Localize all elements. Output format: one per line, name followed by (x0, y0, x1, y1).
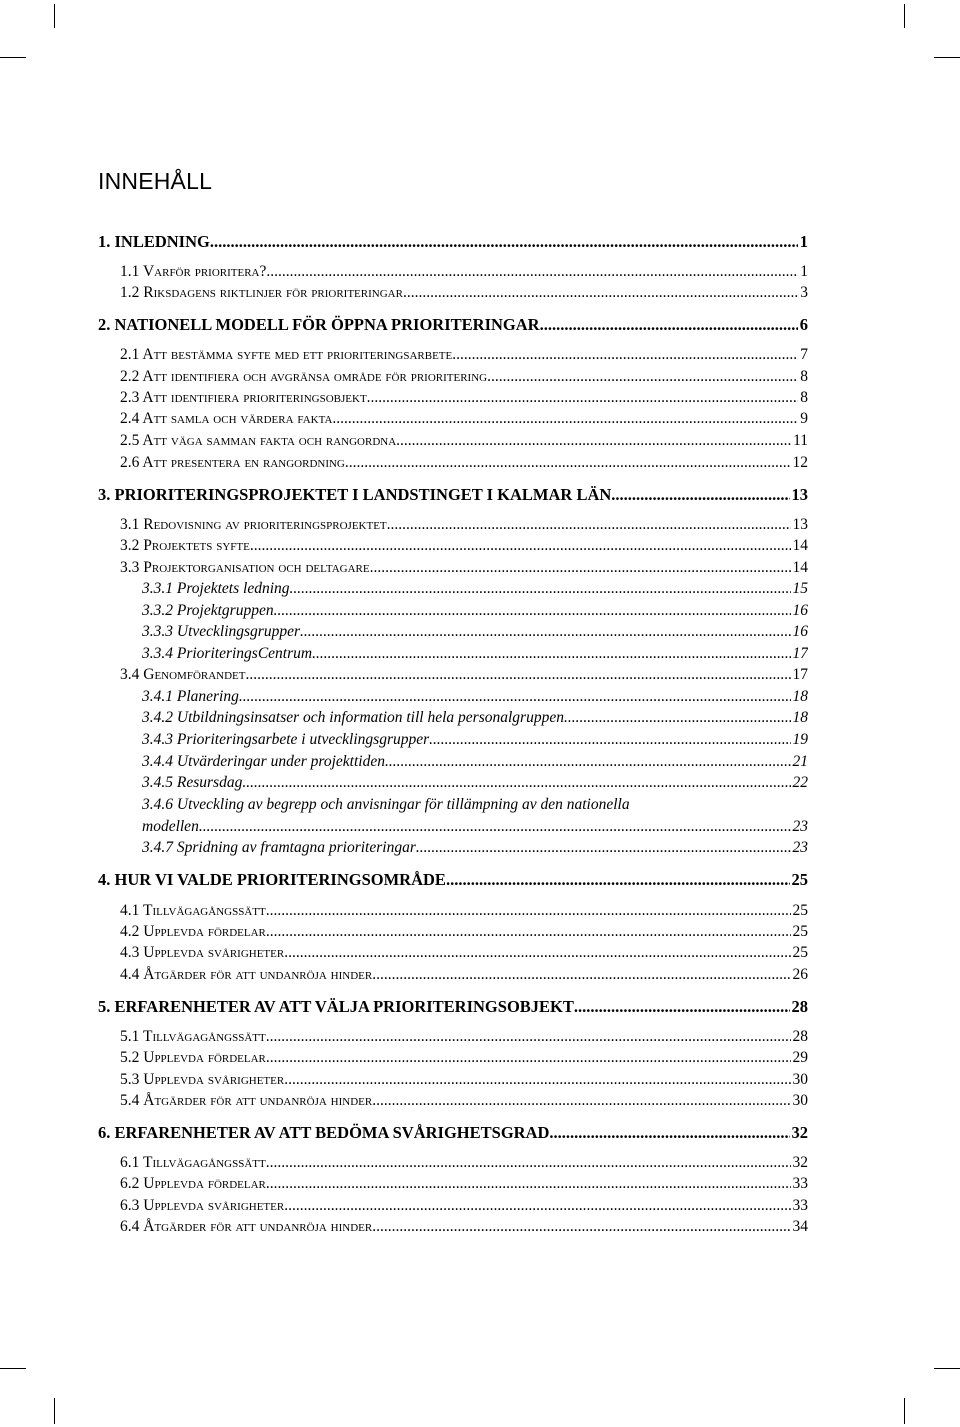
toc-entry[interactable] (120, 1213, 808, 1237)
toc-entry-title: 5. ERFARENHETER AV ATT VÄLJA PRIORITERINGSOBJEKT (98, 997, 574, 1016)
toc-dot-leader (246, 665, 791, 685)
toc-entry-title: 5.4 Åtgärder för att undanröja hinder (120, 1092, 373, 1109)
toc-entry[interactable] (120, 1087, 808, 1111)
toc-entry-title: 1.2 Riksdagens riktlinjer för prioriteringar (120, 284, 403, 301)
toc-entry-page-number: 3 (800, 284, 808, 301)
toc-entry-title: 3.3.1 Projektets ledning (142, 580, 290, 597)
toc-entry[interactable] (120, 532, 808, 556)
toc-entry-page-number: 32 (791, 1123, 808, 1142)
toc-entry-title: 3.4.5 Resursdag (142, 774, 243, 791)
toc-entry-page-number: 33 (792, 1175, 808, 1192)
toc-dot-leader (345, 453, 791, 473)
toc-entry[interactable] (142, 834, 808, 858)
toc-entry[interactable] (142, 575, 808, 599)
toc-entry-page-number: 19 (792, 731, 808, 748)
toc-entry[interactable] (120, 961, 808, 985)
crop-mark-top-right-vertical (904, 4, 905, 28)
toc-entry-page-number: 9 (800, 410, 808, 427)
toc-entry[interactable] (120, 939, 808, 963)
toc-dot-leader (540, 315, 798, 335)
toc-dot-leader (574, 997, 790, 1017)
toc-dot-leader (372, 1091, 790, 1111)
toc-entry-title: 3.4.7 Spridning av framtagna prioriteringar (142, 839, 416, 856)
toc-entry-page-number: 14 (792, 537, 808, 554)
toc-entry-title: 3.4 Genomförandet (120, 666, 246, 683)
toc-entry-title: 3.3.2 Projektgruppen (142, 602, 274, 619)
toc-entry-page-number: 16 (792, 623, 808, 640)
toc-dot-leader (396, 431, 791, 451)
toc-entry-page-number: 1 (800, 263, 808, 280)
toc-entry-title: modellen. (142, 818, 203, 835)
toc-entry-page-number: 14 (792, 559, 808, 576)
toc-entry-page-number: 13 (791, 485, 808, 504)
toc-entry-page-number: 8 (800, 368, 808, 385)
toc-entry[interactable] (98, 311, 808, 335)
toc-entry-page-number: 6 (799, 315, 808, 334)
toc-entry-title: 5.2 Upplevda fördelar (120, 1049, 266, 1066)
toc-entry[interactable] (120, 1170, 808, 1194)
toc-entry[interactable] (142, 769, 808, 793)
toc-entry-title: 4. HUR VI VALDE PRIORITERINGSOMRÅDE (98, 870, 446, 889)
toc-entry-page-number: 26 (792, 966, 808, 983)
toc-entry-page-number: 33 (792, 1197, 808, 1214)
crop-mark-top-left (0, 57, 26, 58)
crop-mark-top-right (934, 57, 960, 58)
toc-entry[interactable] (120, 449, 808, 473)
toc-dot-leader (549, 1123, 789, 1143)
crop-mark-bottom-left (0, 1368, 26, 1369)
toc-entry[interactable] (98, 866, 808, 890)
toc-entry-title: 2. NATIONELL MODELL FÖR ÖPPNA PRIORITERINGAR (98, 315, 540, 334)
toc-entry[interactable] (142, 791, 808, 815)
toc-entry-title: 4.4 Åtgärder för att undanröja hinder (120, 966, 373, 983)
toc-entry-title: 5.1 Tillvägagångssätt (120, 1028, 266, 1045)
toc-dot-leader (372, 1217, 790, 1237)
crop-mark-top-left-vertical (54, 4, 55, 28)
toc-entry-page-number: 11 (793, 432, 808, 449)
toc-entry-page-number: 25 (792, 944, 808, 961)
toc-entry-page-number: 7 (800, 346, 808, 363)
toc-entry-title: 2.1 Att bestämma syfte med ett prioriteringsarbete (120, 346, 453, 363)
page-title: INNEHÅLL (98, 168, 213, 194)
toc-dot-leader (300, 622, 791, 642)
crop-mark-bottom-right (934, 1368, 960, 1369)
toc-entry-page-number: 28 (792, 1028, 808, 1045)
toc-entry-title: 3.4.1 Planering (142, 688, 239, 705)
toc-entry-title: 1.1 Varför prioritera? (120, 263, 267, 280)
toc-entry-page-number: 23 (792, 818, 808, 835)
crop-mark-bottom-left-vertical (54, 1398, 55, 1424)
toc-entry[interactable] (98, 1119, 808, 1143)
toc-entry-title: 2.3 Att identifiera prioriteringsobjekt (120, 389, 367, 406)
toc-dot-leader (266, 1048, 791, 1068)
toc-entry-page-number: 23 (792, 839, 808, 856)
toc-dot-leader (210, 232, 798, 252)
toc-entry[interactable] (120, 341, 808, 365)
toc-entry-title: 3. PRIORITERINGSPROJEKTET I LANDSTINGET I KALMAR LÄN (98, 485, 612, 504)
toc-entry[interactable] (120, 427, 808, 451)
toc-entry-title: 4.3 Upplevda svårigheter (120, 944, 285, 961)
toc-entry-page-number: 15 (792, 580, 808, 597)
toc-dot-leader (242, 773, 790, 793)
toc-entry-page-number: 8 (800, 389, 808, 406)
toc-dot-leader (403, 283, 798, 303)
toc-dot-leader (416, 838, 791, 858)
toc-entry-title: 4.1 Tillvägagångssätt (120, 902, 266, 919)
toc-entry-title: 3.4.3 Prioriteringsarbete i utvecklingsgrupper (142, 731, 430, 748)
toc-entry-title: 3.1 Redovisning av prioriteringsprojektet (120, 516, 387, 533)
toc-entry-title: 6. ERFARENHETER AV ATT BEDÖMA SVÅRIGHETSGRAD (98, 1123, 550, 1142)
toc-entry-title: 6.2 Upplevda fördelar (120, 1175, 266, 1192)
toc-dot-leader (290, 579, 791, 599)
toc-dot-leader (564, 708, 791, 728)
toc-entry-title: 1. INLEDNING (98, 232, 210, 251)
toc-entry-title: 2.2 Att identifiera och avgränsa område för prioritering (120, 368, 488, 385)
toc-entry-page-number: 30 (792, 1071, 808, 1088)
toc-entry[interactable] (120, 279, 808, 303)
toc-entry-title: 3.3.3 Utvecklingsgrupper (142, 623, 300, 640)
toc-entry-title: 3.4.6 Utveckling av begrepp och anvisningar för tillämpning av den nationella (142, 796, 630, 813)
toc-entry-title: 6.3 Upplevda svårigheter (120, 1197, 285, 1214)
toc-entry[interactable] (98, 481, 808, 505)
toc-entry[interactable] (98, 993, 808, 1017)
toc-entry-page-number: 25 (792, 902, 808, 919)
toc-entry-page-number: 12 (792, 454, 808, 471)
toc-entry[interactable] (120, 661, 808, 685)
toc-dot-leader (452, 345, 798, 365)
toc-entry[interactable] (120, 405, 808, 429)
toc-entry-page-number: 34 (792, 1218, 808, 1235)
toc-entry-title: 3.3.4 PrioriteringsCentrum (142, 645, 313, 662)
toc-entry-title: 4.2 Upplevda fördelar (120, 923, 266, 940)
toc-entry-title: 5.3 Upplevda svårigheter (120, 1071, 285, 1088)
toc-entry[interactable] (142, 618, 808, 642)
toc-entry-page-number: 17 (792, 666, 808, 683)
toc-entry-page-number: 1 (799, 232, 808, 251)
toc-entry-title: 2.5 Att väga samman fakta och rangordna (120, 432, 397, 449)
toc-dot-leader (429, 730, 790, 750)
toc-entry[interactable] (98, 228, 808, 252)
toc-dot-leader (332, 409, 798, 429)
toc-entry-title: 2.6 Att presentera en rangordning (120, 454, 345, 471)
toc-entry-title: 3.4.4 Utvärderingar under projekttiden (142, 753, 385, 770)
toc-entry-page-number: 29 (792, 1049, 808, 1066)
toc-entry-title: 2.4 Att samla och värdera fakta (120, 410, 333, 427)
crop-mark-bottom-right-vertical (904, 1398, 905, 1424)
toc-dot-leader (611, 485, 789, 505)
toc-entry-page-number: 32 (792, 1154, 808, 1171)
toc-dot-leader (266, 1174, 791, 1194)
toc-entry-page-number: 18 (792, 709, 808, 726)
toc-entry-page-number: 16 (792, 602, 808, 619)
toc-entry[interactable] (120, 1044, 808, 1068)
toc-entry-page-number: 18 (792, 688, 808, 705)
toc-entry-page-number: 17 (792, 645, 808, 662)
toc-entry-page-number: 25 (791, 870, 808, 889)
toc-entry[interactable] (142, 704, 808, 728)
toc-entry-page-number: 30 (792, 1092, 808, 1109)
toc-entry-title: 3.3 Projektorganisation och deltagare (120, 559, 370, 576)
toc-entry[interactable] (142, 726, 808, 750)
toc-entry-page-number: 13 (792, 516, 808, 533)
toc-entry-title: 3.4.2 Utbildningsinsatser och information till hela personalgruppen (142, 709, 564, 726)
toc-entry-page-number: 21 (792, 753, 808, 770)
toc-entry-title: 6.4 Åtgärder för att undanröja hinder (120, 1218, 373, 1235)
toc-entry-title: 6.1 Tillvägagångssätt (120, 1154, 266, 1171)
toc-dot-leader (284, 943, 790, 963)
toc-entry-title: 3.2 Projektets syfte (120, 537, 250, 554)
toc-entry-page-number: 22 (792, 774, 808, 791)
toc-dot-leader (372, 965, 790, 985)
toc-entry-page-number: 28 (791, 997, 808, 1016)
toc-entry-page-number: 25 (792, 923, 808, 940)
toc-dot-leader (250, 536, 791, 556)
toc-dot-leader (446, 870, 790, 890)
